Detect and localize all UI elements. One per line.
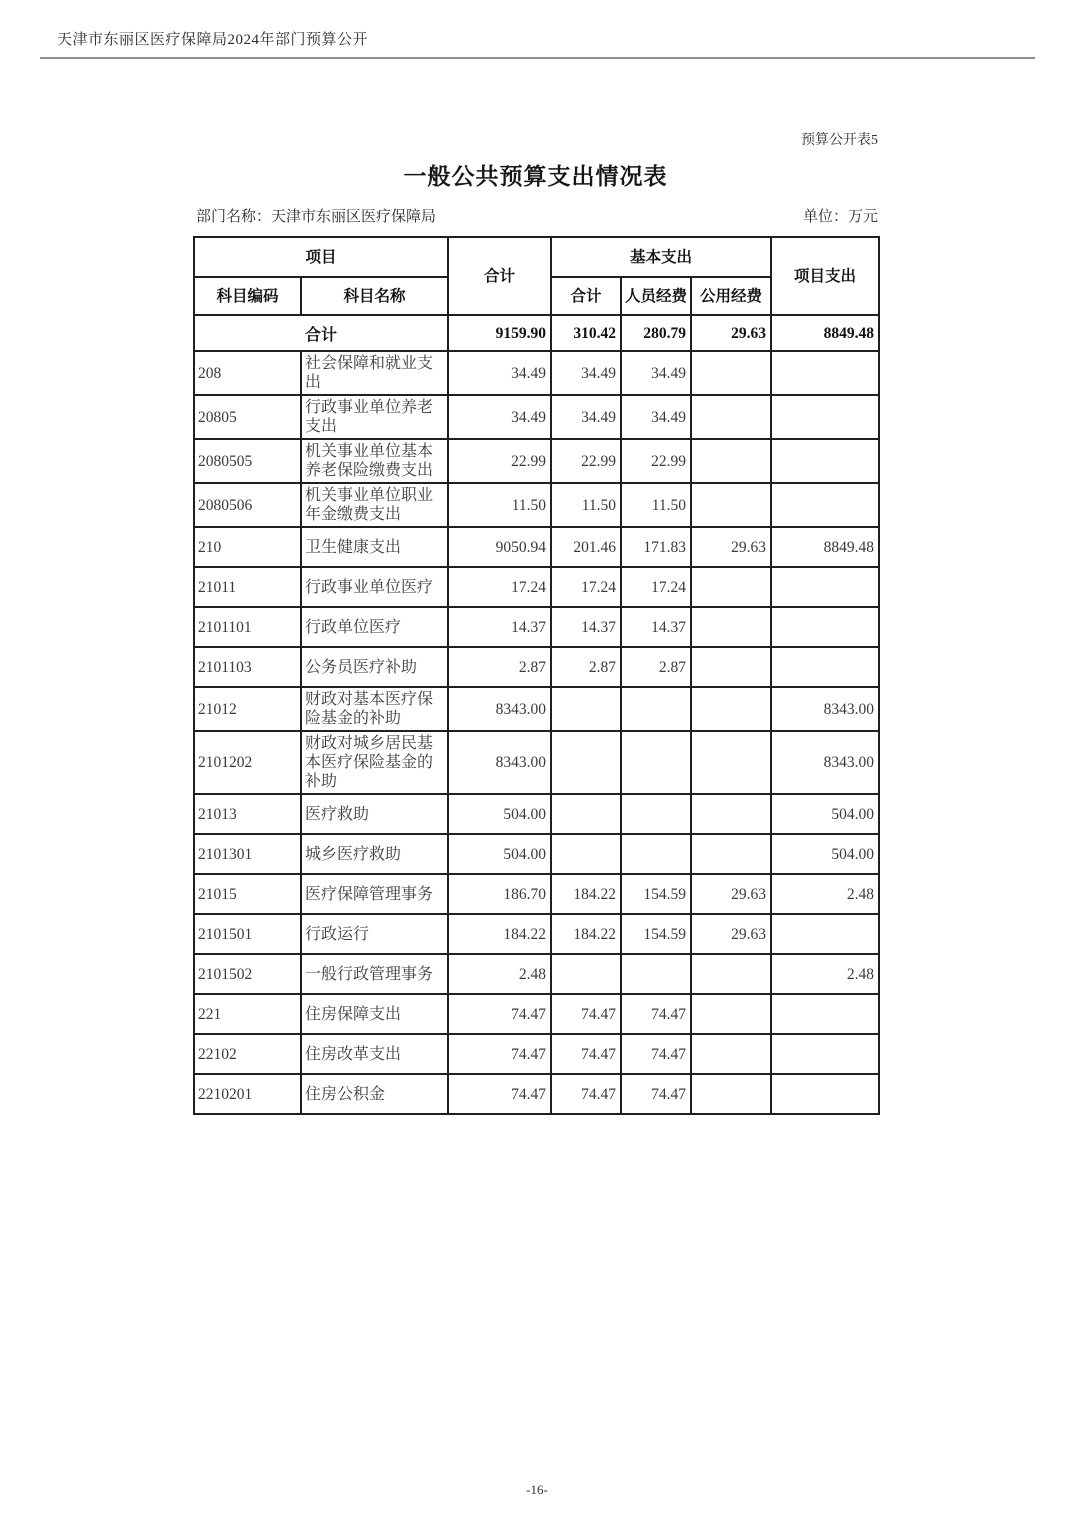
- cell-basic-total: 34.49: [551, 395, 621, 439]
- table-row: [194, 834, 879, 874]
- cell-basic-total: 34.49: [551, 351, 621, 395]
- cell-public: [691, 647, 771, 687]
- table-total-row: [194, 315, 879, 351]
- cell-personnel: 17.24: [621, 567, 691, 607]
- cell-public: [691, 439, 771, 483]
- cell-project: [771, 607, 879, 647]
- cell-project: 504.00: [771, 794, 879, 834]
- cell-total: 8343.00: [448, 687, 551, 731]
- budget-table: [193, 236, 880, 1115]
- cell-personnel: 154.59: [621, 874, 691, 914]
- cell-personnel: [621, 954, 691, 994]
- cell-name: 卫生健康支出: [301, 527, 448, 567]
- cell-basic-total: 74.47: [551, 1034, 621, 1074]
- cell-total: 14.37: [448, 607, 551, 647]
- table-row: [194, 607, 879, 647]
- cell-name: 行政运行: [301, 914, 448, 954]
- header-col-project-exp: 项目支出: [771, 237, 879, 315]
- cell-code: 2101202: [194, 731, 301, 794]
- doc-header-title: 天津市东丽区医疗保障局2024年部门预算公开: [57, 32, 369, 48]
- cell-total: 2.48: [448, 954, 551, 994]
- cell-basic-total: 17.24: [551, 567, 621, 607]
- cell-public: [691, 687, 771, 731]
- page-number: -16-: [526, 1482, 548, 1497]
- cell-personnel: 11.50: [621, 483, 691, 527]
- cell-basic-total: 22.99: [551, 439, 621, 483]
- cell-name: 财政对城乡居民基本医疗保险基金的补助: [301, 731, 448, 794]
- cell-basic-total: 74.47: [551, 1074, 621, 1114]
- cell-public: 29.63: [691, 914, 771, 954]
- header-basic-group: 基本支出: [551, 237, 771, 277]
- cell-project: [771, 395, 879, 439]
- table-row: [194, 794, 879, 834]
- cell-code: 21013: [194, 794, 301, 834]
- cell-total: 34.49: [448, 395, 551, 439]
- cell-basic-total: [551, 794, 621, 834]
- cell-project: [771, 483, 879, 527]
- cell-basic-total: [551, 687, 621, 731]
- cell-personnel: 34.49: [621, 351, 691, 395]
- cell-public: [691, 834, 771, 874]
- cell-project: 2.48: [771, 954, 879, 994]
- content-area: [193, 132, 878, 1115]
- cell-name: 住房保障支出: [301, 994, 448, 1034]
- cell-code: 2101502: [194, 954, 301, 994]
- cell-public: [691, 395, 771, 439]
- cell-name: 住房改革支出: [301, 1034, 448, 1074]
- table-row: [194, 954, 879, 994]
- cell-name: 机关事业单位职业年金缴费支出: [301, 483, 448, 527]
- cell-total: 2.87: [448, 647, 551, 687]
- cell-code: 221: [194, 994, 301, 1034]
- cell-basic-total: [551, 731, 621, 794]
- cell-public: [691, 351, 771, 395]
- cell-basic-total: [551, 834, 621, 874]
- cell-code: 22102: [194, 1034, 301, 1074]
- cell-project: 2.48: [771, 874, 879, 914]
- total-row-basic-total: 310.42: [551, 315, 621, 351]
- cell-public: [691, 607, 771, 647]
- cell-name: 行政单位医疗: [301, 607, 448, 647]
- cell-total: 504.00: [448, 834, 551, 874]
- table-row: [194, 567, 879, 607]
- cell-code: 2101103: [194, 647, 301, 687]
- cell-personnel: 171.83: [621, 527, 691, 567]
- cell-public: [691, 731, 771, 794]
- table-row: [194, 647, 879, 687]
- cell-basic-total: 11.50: [551, 483, 621, 527]
- cell-code: 2101101: [194, 607, 301, 647]
- cell-public: 29.63: [691, 527, 771, 567]
- cell-code: 210: [194, 527, 301, 567]
- cell-code: 20805: [194, 395, 301, 439]
- header-col-personnel: 人员经费: [621, 277, 691, 315]
- cell-code: 21011: [194, 567, 301, 607]
- cell-name: 行政事业单位医疗: [301, 567, 448, 607]
- cell-name: 住房公积金: [301, 1074, 448, 1114]
- total-row-label: 合计: [194, 315, 448, 351]
- cell-total: 8343.00: [448, 731, 551, 794]
- cell-name: 社会保障和就业支出: [301, 351, 448, 395]
- cell-project: [771, 439, 879, 483]
- table-tag-label: 预算公开表5: [801, 133, 878, 148]
- cell-code: 2080505: [194, 439, 301, 483]
- cell-public: [691, 483, 771, 527]
- cell-total: 186.70: [448, 874, 551, 914]
- cell-project: [771, 994, 879, 1034]
- cell-project: [771, 1074, 879, 1114]
- cell-total: 74.47: [448, 1074, 551, 1114]
- cell-basic-total: 74.47: [551, 994, 621, 1034]
- cell-project: 8343.00: [771, 687, 879, 731]
- cell-project: [771, 914, 879, 954]
- cell-public: 29.63: [691, 874, 771, 914]
- cell-basic-total: 201.46: [551, 527, 621, 567]
- cell-public: [691, 994, 771, 1034]
- cell-personnel: 14.37: [621, 607, 691, 647]
- cell-total: 17.24: [448, 567, 551, 607]
- meta-row: [193, 208, 878, 227]
- table-row: [194, 351, 879, 395]
- budget-table-header: [194, 237, 879, 315]
- cell-basic-total: 184.22: [551, 874, 621, 914]
- table-row: [194, 527, 879, 567]
- cell-name: 公务员医疗补助: [301, 647, 448, 687]
- cell-name: 财政对基本医疗保险基金的补助: [301, 687, 448, 731]
- table-row: [194, 483, 879, 527]
- cell-personnel: [621, 834, 691, 874]
- cell-total: 74.47: [448, 1034, 551, 1074]
- total-row-public: 29.63: [691, 315, 771, 351]
- table-row: [194, 874, 879, 914]
- cell-code: 2101501: [194, 914, 301, 954]
- cell-code: 2101301: [194, 834, 301, 874]
- cell-basic-total: [551, 954, 621, 994]
- table-row: [194, 994, 879, 1034]
- total-row-personnel: 280.79: [621, 315, 691, 351]
- table-row: [194, 395, 879, 439]
- cell-name: 城乡医疗救助: [301, 834, 448, 874]
- cell-personnel: [621, 731, 691, 794]
- cell-basic-total: 184.22: [551, 914, 621, 954]
- table-row: [194, 439, 879, 483]
- total-row-project: 8849.48: [771, 315, 879, 351]
- header-row-groups: [194, 237, 879, 277]
- cell-public: [691, 1034, 771, 1074]
- cell-public: [691, 1074, 771, 1114]
- cell-project: [771, 1034, 879, 1074]
- cell-name: 机关事业单位基本养老保险缴费支出: [301, 439, 448, 483]
- cell-code: 21015: [194, 874, 301, 914]
- cell-total: 184.22: [448, 914, 551, 954]
- cell-personnel: 74.47: [621, 1034, 691, 1074]
- cell-total: 504.00: [448, 794, 551, 834]
- cell-project: 504.00: [771, 834, 879, 874]
- cell-personnel: 2.87: [621, 647, 691, 687]
- cell-name: 一般行政管理事务: [301, 954, 448, 994]
- budget-table-body: [194, 315, 879, 1114]
- cell-code: 2210201: [194, 1074, 301, 1114]
- cell-project: [771, 647, 879, 687]
- department-name-label: 部门名称：天津市东丽区医疗保障局: [196, 209, 437, 225]
- cell-total: 34.49: [448, 351, 551, 395]
- cell-total: 74.47: [448, 994, 551, 1034]
- cell-personnel: 34.49: [621, 395, 691, 439]
- cell-project: [771, 351, 879, 395]
- table-row: [194, 1074, 879, 1114]
- cell-personnel: 74.47: [621, 1074, 691, 1114]
- cell-name: 行政事业单位养老支出: [301, 395, 448, 439]
- cell-code: 2080506: [194, 483, 301, 527]
- cell-personnel: [621, 794, 691, 834]
- header-col-name: 科目名称: [301, 277, 448, 315]
- header-col-public: 公用经费: [691, 277, 771, 315]
- total-row-total: 9159.90: [448, 315, 551, 351]
- cell-basic-total: 14.37: [551, 607, 621, 647]
- cell-project: 8343.00: [771, 731, 879, 794]
- header-col-total: 合计: [448, 237, 551, 315]
- doc-header: [40, 30, 1035, 59]
- cell-name: 医疗保障管理事务: [301, 874, 448, 914]
- cell-personnel: [621, 687, 691, 731]
- cell-public: [691, 954, 771, 994]
- table-row: [194, 687, 879, 731]
- cell-public: [691, 567, 771, 607]
- cell-personnel: 154.59: [621, 914, 691, 954]
- table-row: [194, 731, 879, 794]
- cell-code: 208: [194, 351, 301, 395]
- header-col-code: 科目编码: [194, 277, 301, 315]
- table-row: [194, 914, 879, 954]
- cell-code: 21012: [194, 687, 301, 731]
- cell-public: [691, 794, 771, 834]
- page-title: 一般公共预算支出情况表: [403, 164, 668, 189]
- cell-name: 医疗救助: [301, 794, 448, 834]
- cell-total: 11.50: [448, 483, 551, 527]
- page-footer: [0, 1482, 1074, 1498]
- header-col-basic-total: 合计: [551, 277, 621, 315]
- unit-label: 单位：万元: [802, 209, 878, 225]
- cell-basic-total: 2.87: [551, 647, 621, 687]
- header-project-group: 项目: [194, 237, 448, 277]
- cell-personnel: 74.47: [621, 994, 691, 1034]
- cell-total: 22.99: [448, 439, 551, 483]
- cell-total: 9050.94: [448, 527, 551, 567]
- cell-project: [771, 567, 879, 607]
- cell-project: 8849.48: [771, 527, 879, 567]
- table-row: [194, 1034, 879, 1074]
- cell-personnel: 22.99: [621, 439, 691, 483]
